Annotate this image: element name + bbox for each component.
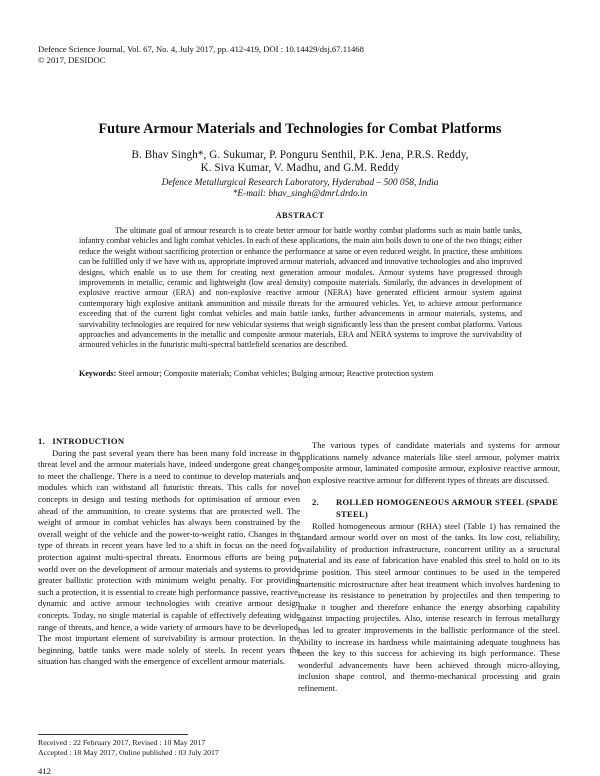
copyright: © 2017, DESIDOC — [38, 55, 106, 65]
authors-line-1: B. Bhav Singh*, G. Sukumar, P. Ponguru Senthil, P.K. Jena, P.R.S. Reddy, — [131, 149, 469, 161]
authors-line-2: K. Siva Kumar, V. Madhu, and G.M. Reddy — [200, 162, 400, 174]
section-1-text: During the past several years there has been many fold increase in the threat level and the armour materials have, indeed undergone great changes to meet the challenge. There is a need to continue to develop materials and modules which can withstand all futuristic threats. This calls for novel concepts in design and testing methods for optimisation of armour even ahead of the ammunition, to create systems that are protected well. The weight of armour in combat vehicles has always been constrained by the overall weight of the vehicle and the power-to-weight ratio. Changes in the type of threats in recent years have led to a shift in focus on the need for protection against multi-spectral threats. Enormous efforts are being put world over on the development of armour materials and systems to provide greater ballistic protection with minimum weight penalty. For providing such a protection, it is essential to create high performance passive, reactive, dynamic and active armour technologies with creative armour design concepts. Today, no single material is capable of effectively defeating wide range of threats, and hence, a wide variety of armours have to be developed. The most important element of survivability is armour protection. In the beginning, battle tanks were made solely of steels. In recent years the situation has changed with the emergence of excellent armour materials. — [38, 447, 300, 667]
section-2-text: Rolled homogeneous armour (RHA) steel (Table 1) has remained the standard armour world over on most of the tanks. Its low cost, reliability, availability of production infrastructure, concurrent utility as a structural material and its ease of fabrication have enabled this steel to hold on to its prime position. This steel armour continues to be used in the tempered martensitic microstructure after heat treatment which involves hardening to increase its resistance to penetration by projectiles and then tempering to make it tougher and therefore enhance the energy absorbing capability against impacting projectiles. Also, intense research in ferrous metallurgy has led to greater improvements in the ballistic performance of the steel. Ability to increase its hardness while maintaining adequate toughness has been the key to this success for achieving its high performance. These wonderful advancements have been achieved through micro-alloying, inclusion shape control, and thermo-mechanical processing and grain refinement. — [298, 520, 560, 693]
abstract-heading: ABSTRACT — [275, 211, 325, 220]
keywords-text: Steel armour; Composite materials; Combat vehicles; Bulging armour; Reactive protection system — [116, 369, 434, 378]
paper-title: Future Armour Materials and Technologies for Combat Platforms — [98, 121, 502, 137]
section-2-title: ROLLED HOMOGENEOUS ARMOUR STEEL (SPADE STEEL) — [336, 497, 559, 519]
keywords-label: Keywords: — [79, 369, 117, 378]
keywords — [79, 369, 522, 378]
footnote-divider — [38, 734, 188, 735]
affiliation — [0, 178, 600, 200]
journal-citation: Defence Science Journal, Vol. 67, No. 4, July 2017, pp. 412-419, DOI : 10.14429/dsj.67.11468 — [38, 44, 364, 54]
section-1-title: INTRODUCTION — [52, 436, 125, 446]
submission-dates — [38, 738, 219, 758]
section-2-number: 2. — [312, 497, 320, 508]
right-column — [298, 440, 560, 694]
author-list — [90, 149, 510, 175]
journal-header — [38, 44, 364, 66]
section-2-heading — [298, 497, 560, 520]
received-revised: Received : 22 February 2017, Revised : 10 May 2017 — [38, 738, 206, 747]
accepted-published: Accepted : 18 May 2017, Online published : 03 July 2017 — [38, 748, 219, 757]
left-column — [38, 436, 300, 668]
page-number: 412 — [38, 766, 51, 776]
corresponding-email: *E-mail: bhav_singh@dmrl.drdo.in — [232, 189, 368, 199]
section-1-number: 1. — [38, 436, 46, 446]
institution: Defence Metallurgical Research Laboratory, Hyderabad – 500 058, India — [161, 178, 439, 188]
intro-continuation: The various types of candidate materials and systems for armour applications namely advance materials like steel armour, polymer matrix composite armour, laminated composite armour, explosive reactive armour, non explosive reactive armour for different types of threats are discussed. — [298, 440, 560, 485]
abstract-text: The ultimate goal of armour research is to create better armour for battle worthy combat platforms such as main battle tanks, infantry combat vehicles and light combat vehicles. In each of these applications, the main aim boils down to one of the two things; either reduce the weight without sacrificing protection or enhance the performance at same or even reduced weight. In practice, these ambitions can be fulfilled only if we have with us, appropriate improved armour materials, advanced and innovative technologies and also improved designs, which enable us to use them for creating next generation armour modules. Armour systems have progressed through improvements in metallic, ceramic and lightweight (low areal density) composite materials. Similarly, the advances in development of explosive reactive armour (ERA) and non-explosive reactive armour (NERA) have generated efficient armour system against contemporary high explosive antitank ammunition and missile threats for the armoured vehicles. Yet, to achieve armour performance exceeding that of the current light combat vehicles and main battle tanks, further advancements in armour materials, systems, and survivability technologies are required for new vehicular systems that weigh significantly less than the present combat platforms. Various approaches and advancements in the metallic and composite armour materials, ERA and NERA systems to improve the survivability of armoured vehicles in the futuristic multi-spectral battlefield scenarios are described. — [79, 226, 522, 350]
section-1-heading — [38, 436, 300, 448]
